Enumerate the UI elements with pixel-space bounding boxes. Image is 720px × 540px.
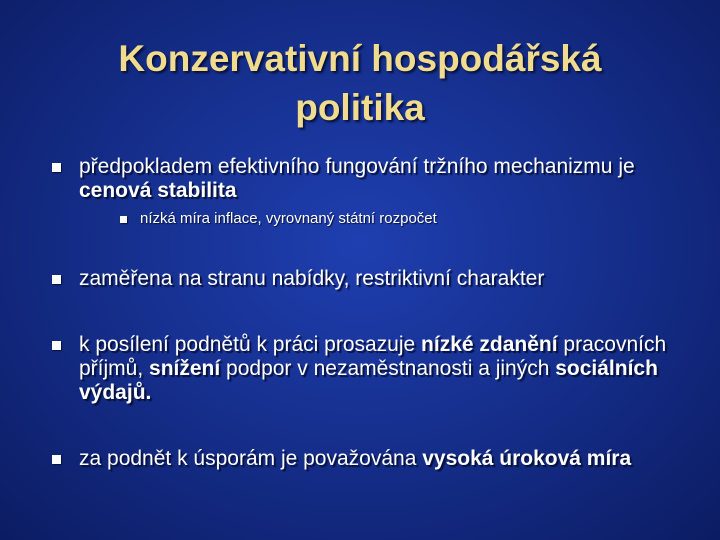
bullet-text-2: zaměřena na stranu nabídky, restriktivní charakter [79,267,545,290]
slide-title [0,34,720,132]
bullet-text-4-part: za podnět k úsporám je považována [79,447,423,470]
bullet-emphasis-vysoka-urokova-mira: vysoká úroková míra [422,447,632,470]
square-bullet-icon [52,455,61,464]
square-bullet-icon [120,216,127,223]
bullet-emphasis-socialnich-vydaju: sociálních výdajů. [79,357,658,404]
bullet-emphasis-nizke-zdaneni: nízké zdanění [421,333,558,356]
square-bullet-icon [52,163,61,172]
square-bullet-icon [52,341,61,350]
sub-bullet-text-1: nízká míra inflace, vyrovnaný státní rozpočet [140,210,437,227]
slide-title-line-2: politika [295,87,425,128]
slide-title-line-1: Konzervativní hospodářská [118,38,602,79]
bullet-emphasis-cenova-stabilita: cenová stabilita [79,179,237,202]
bullet-text-1 [79,155,682,203]
bullet-text-3-part: k posílení podnětů k práci prosazuje [79,333,422,356]
square-bullet-icon [52,275,61,284]
bullet-text-3 [79,333,682,405]
bullet-text-1-part: předpokladem efektivního fungování tržního mechanizmu je [79,155,635,178]
bullet-text-3-part: podpor v nezaměstnanosti a jiných [220,357,556,380]
bullet-text-3-part: pracovních příjmů, [79,333,667,380]
bullet-emphasis-snizeni: snížení [149,357,221,380]
bullet-text-4 [79,447,682,471]
